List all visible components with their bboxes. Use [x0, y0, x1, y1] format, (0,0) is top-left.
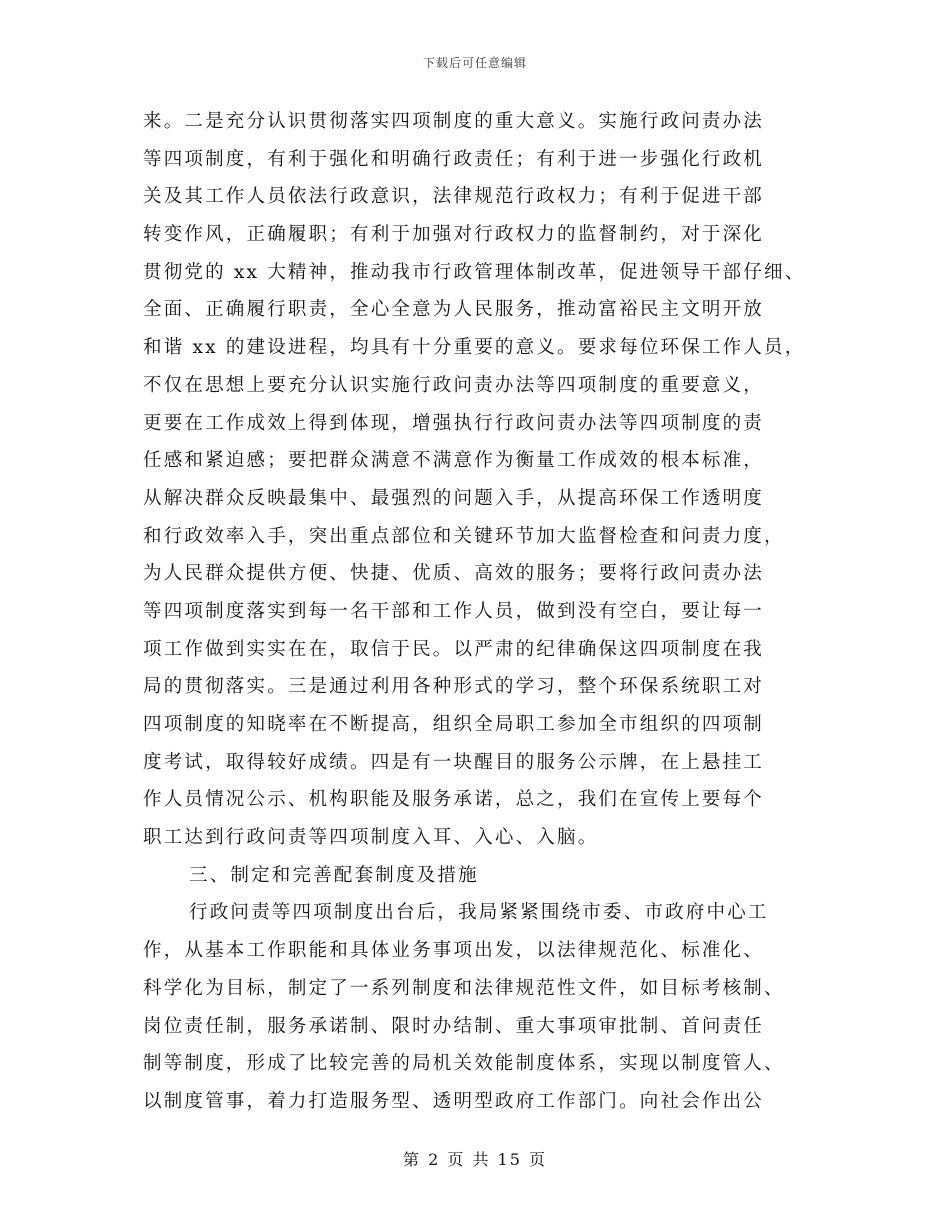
text-line: 科学化为目标，制定了一系列制度和法律规范性文件，如目标考核制、	[143, 977, 785, 999]
text-line: 贯彻党的 xx 大精神，推动我市行政管理体制改革，促进领导干部仔细、	[143, 261, 806, 283]
text-line: 职工达到行政问责等四项制度入耳、入心、入脑。	[143, 827, 599, 849]
text-line: 和谐 xx 的建设进程，均具有十分重要的意义。要求每位环保工作人员，	[143, 337, 806, 359]
text-line: 项工作做到实实在在，取信于民。以严肃的纪律确保这四项制度在我	[143, 638, 765, 660]
text-line: 四项制度的知晓率在不断提高，组织全局职工参加全市组织的四项制	[143, 714, 765, 735]
text-line: 转变作风，正确履职；有利于加强对行政权力的监督制约，对于深化	[143, 224, 765, 246]
text-line: 不仅在思想上要充分认识实施行政问责办法等四项制度的重要意义，	[143, 374, 765, 396]
text-line: 任感和紧迫感；要把群众满意不满意作为衡量工作成效的根本标准，	[143, 450, 765, 472]
text-line: 从解决群众反映最集中、最强烈的问题入手，从提高环保工作透明度	[143, 487, 765, 509]
document-body	[143, 103, 811, 1121]
text-line: 关及其工作人员依法行政意识，法律规范行政权力；有利于促进干部	[143, 186, 765, 208]
text-line: 岗位责任制，服务承诺制、限时办结制、重大事项审批制、首问责任	[143, 1015, 765, 1037]
text-line: 作，从基本工作职能和具体业务事项出发，以法律规范化、标准化、	[143, 940, 765, 962]
text-line: 更要在工作成效上得到体现，增强执行行政问责办法等四项制度的责	[143, 412, 765, 434]
text-line: 制等制度，形成了比较完善的局机关效能制度体系，实现以制度管人、	[143, 1053, 785, 1075]
text-line: 全面、正确履行职责，全心全意为人民服务，推动富裕民主文明开放	[143, 299, 765, 321]
text-line: 度考试，取得较好成绩。四是有一块醒目的服务公示牌，在上悬挂工	[143, 751, 765, 773]
text-line: 和行政效率入手，突出重点部位和关键环节加大监督检查和问责力度，	[143, 525, 785, 547]
text-line: 来。二是充分认识贯彻落实四项制度的重大意义。实施行政问责办法	[143, 111, 765, 132]
text-line: 三、制定和完善配套制度及措施	[189, 864, 479, 886]
page-footer: 第 2 页 共 15 页	[403, 1150, 547, 1169]
text-line: 为人民群众提供方便、快捷、优质、高效的服务；要将行政问责办法	[143, 563, 765, 585]
text-line: 等四项制度落实到每一名干部和工作人员，做到没有空白，要让每一	[143, 600, 765, 622]
text-line: 局的贯彻落实。三是通过利用各种形式的学习，整个环保系统职工对	[143, 676, 765, 698]
text-line: 等四项制度，有利于强化和明确行政责任；有利于进一步强化行政机	[143, 148, 765, 170]
text-line: 作人员情况公示、机构职能及服务承诺，总之，我们在宣传上要每个	[143, 789, 765, 811]
text-line: 以制度管事，着力打造服务型、透明型政府工作部门。向社会作出公	[143, 1090, 765, 1112]
page-header: 下载后可任意编辑	[422, 56, 527, 70]
text-line: 行政问责等四项制度出台后，我局紧紧围绕市委、市政府中心工	[189, 902, 769, 924]
